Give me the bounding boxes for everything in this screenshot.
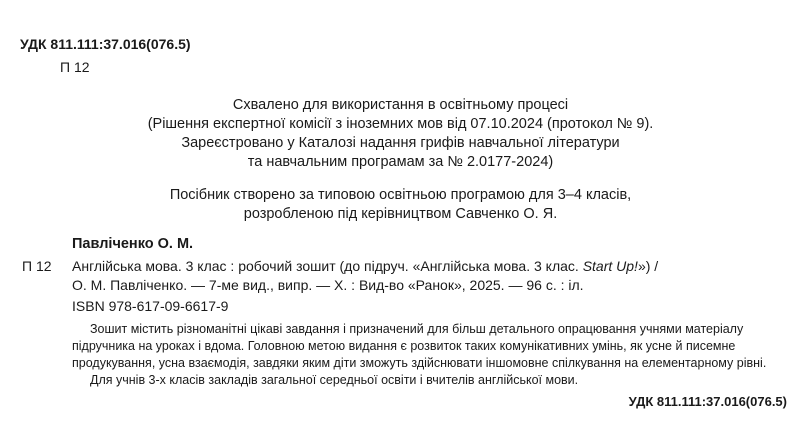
textbook-series-name: Start Up! [582,258,638,274]
bibliographic-title: Англійська мова. 3 клас : робочий зошит (до підруч. «Англійська мова. 3 клас. [72,258,583,274]
approval-notice [0,96,801,172]
author-index-top: П 12 [60,59,90,75]
udk-code-bottom: УДК 811.111:37.016(076.5) [628,394,787,409]
annotation-line-1: Зошит містить різноманітні цікаві завдання і призначений для більш детального опрацювання учнями матеріалу [90,322,744,336]
approval-line-3: Зареєстровано у Каталозі надання грифів навчальної літератури [181,135,620,151]
annotation [72,321,792,389]
udk-code-top: УДК 811.111:37.016(076.5) [20,36,191,52]
program-line-1: Посібник створено за типовою освітньою програмою для 3–4 класів, [169,187,632,203]
annotation-line-3: продукування, усна взаємодія, завдяки яким діти зможуть здійснювати іншомовне спілкування на елементарному рівні. [72,356,767,370]
approval-line-2: (Рішення експертної комісії з іноземних мов від 07.10.2024 (протокол № 9). [147,116,654,132]
bibliographic-title-end: ») / [637,258,659,274]
author-index-entry: П 12 [22,258,52,274]
approval-line-1: Схвалено для використання в освітньому процесі [232,97,569,113]
isbn: ISBN 978-617-09-6617-9 [72,298,229,314]
author-name: Павліченко О. М. [72,236,194,252]
annotation-audience: Для учнів 3-х класів закладів загальної середньої освіти і вчителів англійської мови. [90,373,579,387]
approval-line-4: та навчальним програмам за № 2.0177-2024) [247,154,554,170]
bibliographic-line-2: О. М. Павліченко. — 7-ме вид., випр. — Х. : Вид-во «Ранок», 2025. — 96 с. : іл. [72,277,584,293]
annotation-line-2: підручника на уроках і вдома. Головною метою видання є розвиток таких комунікативних умінь, як усне й писемне [72,339,736,353]
program-notice [0,186,801,224]
program-line-2: розробленою під керівництвом Савченко О. Я. [243,206,558,222]
bibliographic-line-1 [72,258,658,274]
